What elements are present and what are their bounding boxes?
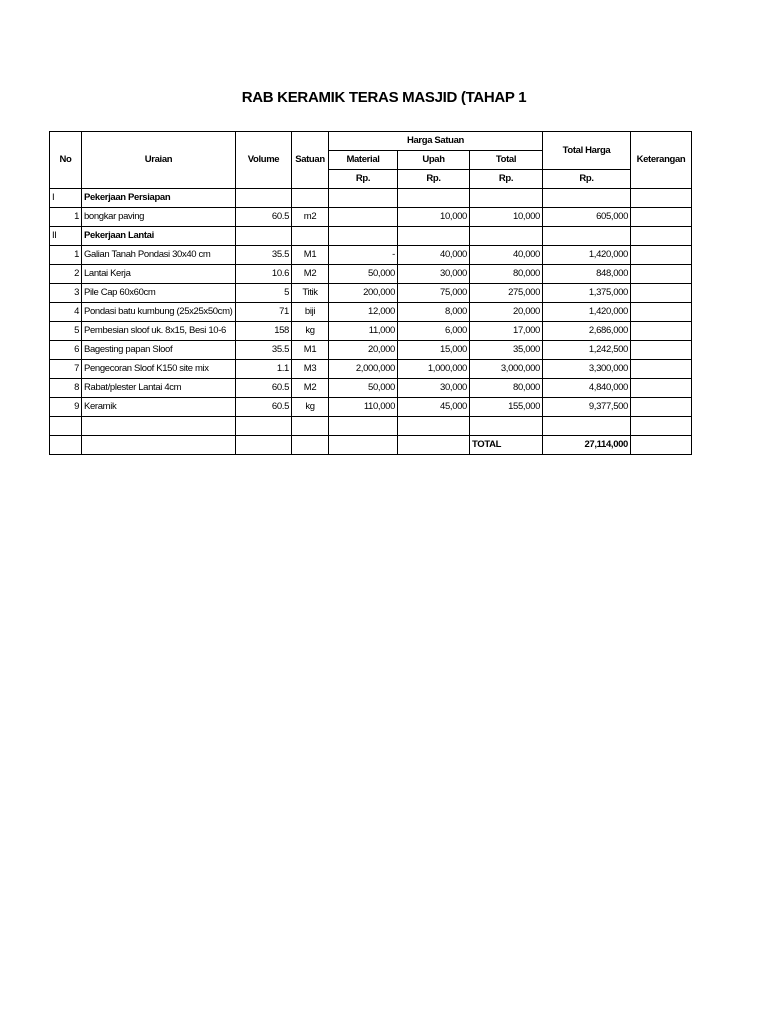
item-satuan: kg (292, 398, 329, 417)
item-uraian: Keramik (82, 398, 236, 417)
header-keterangan: Keterangan (631, 132, 692, 189)
item-volume: 35.5 (236, 246, 292, 265)
item-uraian: Rabat/plester Lantai 4cm (82, 379, 236, 398)
item-uraian: Lantai Kerja (82, 265, 236, 284)
header-rp-upah: Rp. (398, 170, 470, 189)
empty-cell (236, 227, 292, 246)
item-no: 8 (50, 379, 82, 398)
item-total: 10,000 (470, 208, 543, 227)
header-no: No (50, 132, 82, 189)
empty-cell (292, 417, 329, 436)
item-material: 11,000 (329, 322, 398, 341)
empty-cell (292, 189, 329, 208)
empty-cell (543, 417, 631, 436)
empty-cell (398, 436, 470, 455)
item-total: 17,000 (470, 322, 543, 341)
rab-table (49, 131, 692, 455)
item-upah: 45,000 (398, 398, 470, 417)
section-row (50, 227, 692, 246)
page-title: RAB KERAMIK TERAS MASJID (TAHAP 1 (241, 89, 527, 106)
section-row (50, 189, 692, 208)
item-total: 3,000,000 (470, 360, 543, 379)
item-satuan: M1 (292, 246, 329, 265)
item-uraian: bongkar paving (82, 208, 236, 227)
total-value: 27,114,000 (543, 436, 631, 455)
item-uraian: Pengecoran Sloof K150 site mix (82, 360, 236, 379)
item-upah: 6,000 (398, 322, 470, 341)
item-no: 6 (50, 341, 82, 360)
item-material: - (329, 246, 398, 265)
item-keterangan (631, 379, 692, 398)
header-rp-total: Rp. (470, 170, 543, 189)
item-row (50, 398, 692, 417)
item-total-harga: 848,000 (543, 265, 631, 284)
item-material: 50,000 (329, 265, 398, 284)
empty-cell (329, 436, 398, 455)
empty-cell (329, 417, 398, 436)
item-keterangan (631, 208, 692, 227)
item-keterangan (631, 398, 692, 417)
item-upah: 75,000 (398, 284, 470, 303)
section-number: II (50, 227, 82, 246)
total-label: TOTAL (470, 436, 543, 455)
item-material: 50,000 (329, 379, 398, 398)
section-name: Pekerjaan Persiapan (82, 189, 236, 208)
item-volume: 60.5 (236, 208, 292, 227)
item-satuan: M2 (292, 379, 329, 398)
item-total: 80,000 (470, 265, 543, 284)
item-volume: 5 (236, 284, 292, 303)
item-upah: 30,000 (398, 379, 470, 398)
item-total-harga: 4,840,000 (543, 379, 631, 398)
section-name: Pekerjaan Lantai (82, 227, 236, 246)
empty-cell (236, 436, 292, 455)
item-total: 40,000 (470, 246, 543, 265)
item-keterangan (631, 322, 692, 341)
item-total: 80,000 (470, 379, 543, 398)
table-body (50, 132, 692, 455)
item-total-harga: 1,242,500 (543, 341, 631, 360)
item-no: 1 (50, 246, 82, 265)
item-satuan: biji (292, 303, 329, 322)
header-total: Total (470, 151, 543, 170)
item-row (50, 322, 692, 341)
empty-cell (631, 436, 692, 455)
item-volume: 10.6 (236, 265, 292, 284)
item-material: 20,000 (329, 341, 398, 360)
item-upah: 1,000,000 (398, 360, 470, 379)
empty-cell (631, 417, 692, 436)
empty-cell (543, 227, 631, 246)
item-row (50, 208, 692, 227)
item-total-harga: 9,377,500 (543, 398, 631, 417)
item-row (50, 341, 692, 360)
empty-cell (398, 417, 470, 436)
empty-cell (236, 417, 292, 436)
item-keterangan (631, 284, 692, 303)
header-rp-total-harga: Rp. (543, 170, 631, 189)
item-satuan: kg (292, 322, 329, 341)
item-volume: 71 (236, 303, 292, 322)
item-row (50, 360, 692, 379)
header-total-harga: Total Harga (543, 132, 631, 170)
item-uraian: Pondasi batu kumbung (25x25x50cm) (82, 303, 236, 322)
item-row (50, 265, 692, 284)
item-upah: 15,000 (398, 341, 470, 360)
item-row (50, 303, 692, 322)
item-keterangan (631, 265, 692, 284)
item-total: 275,000 (470, 284, 543, 303)
item-no: 1 (50, 208, 82, 227)
item-uraian: Galian Tanah Pondasi 30x40 cm (82, 246, 236, 265)
total-row (50, 436, 692, 455)
section-number: I (50, 189, 82, 208)
item-volume: 35.5 (236, 341, 292, 360)
item-volume: 60.5 (236, 379, 292, 398)
item-no: 3 (50, 284, 82, 303)
item-no: 4 (50, 303, 82, 322)
empty-cell (329, 189, 398, 208)
empty-cell (292, 436, 329, 455)
item-keterangan (631, 246, 692, 265)
item-upah: 40,000 (398, 246, 470, 265)
item-satuan: M2 (292, 265, 329, 284)
item-total-harga: 605,000 (543, 208, 631, 227)
item-volume: 60.5 (236, 398, 292, 417)
item-no: 5 (50, 322, 82, 341)
item-total-harga: 3,300,000 (543, 360, 631, 379)
empty-cell (543, 189, 631, 208)
empty-cell (50, 417, 82, 436)
item-upah: 10,000 (398, 208, 470, 227)
empty-cell (398, 227, 470, 246)
item-satuan: m2 (292, 208, 329, 227)
empty-cell (398, 189, 470, 208)
empty-cell (82, 436, 236, 455)
item-row (50, 379, 692, 398)
item-volume: 158 (236, 322, 292, 341)
item-material: 12,000 (329, 303, 398, 322)
empty-cell (292, 227, 329, 246)
item-keterangan (631, 303, 692, 322)
item-no: 9 (50, 398, 82, 417)
empty-cell (236, 189, 292, 208)
item-satuan: M1 (292, 341, 329, 360)
item-uraian: Bagesting papan Sloof (82, 341, 236, 360)
header-rp-material: Rp. (329, 170, 398, 189)
item-total: 20,000 (470, 303, 543, 322)
header-uraian: Uraian (82, 132, 236, 189)
item-material: 110,000 (329, 398, 398, 417)
item-uraian: Pembesian sloof uk. 8x15, Besi 10-6 (82, 322, 236, 341)
item-total-harga: 1,375,000 (543, 284, 631, 303)
item-satuan: Titik (292, 284, 329, 303)
empty-cell (50, 436, 82, 455)
item-row (50, 284, 692, 303)
item-volume: 1.1 (236, 360, 292, 379)
item-no: 7 (50, 360, 82, 379)
item-upah: 30,000 (398, 265, 470, 284)
empty-cell (470, 227, 543, 246)
item-total-harga: 1,420,000 (543, 246, 631, 265)
empty-cell (631, 189, 692, 208)
item-uraian: Pile Cap 60x60cm (82, 284, 236, 303)
empty-cell (329, 227, 398, 246)
header-upah: Upah (398, 151, 470, 170)
item-keterangan (631, 360, 692, 379)
item-total-harga: 1,420,000 (543, 303, 631, 322)
header-harga-satuan: Harga Satuan (329, 132, 543, 151)
header-satuan: Satuan (292, 132, 329, 189)
empty-cell (82, 417, 236, 436)
header-row-1 (50, 132, 692, 151)
item-keterangan (631, 341, 692, 360)
item-total: 155,000 (470, 398, 543, 417)
item-row (50, 246, 692, 265)
header-volume: Volume (236, 132, 292, 189)
item-material: 2,000,000 (329, 360, 398, 379)
item-material (329, 208, 398, 227)
item-material: 200,000 (329, 284, 398, 303)
empty-cell (470, 189, 543, 208)
blank-row (50, 417, 692, 436)
header-material: Material (329, 151, 398, 170)
empty-cell (631, 227, 692, 246)
item-no: 2 (50, 265, 82, 284)
empty-cell (470, 417, 543, 436)
item-total: 35,000 (470, 341, 543, 360)
item-satuan: M3 (292, 360, 329, 379)
item-total-harga: 2,686,000 (543, 322, 631, 341)
item-upah: 8,000 (398, 303, 470, 322)
